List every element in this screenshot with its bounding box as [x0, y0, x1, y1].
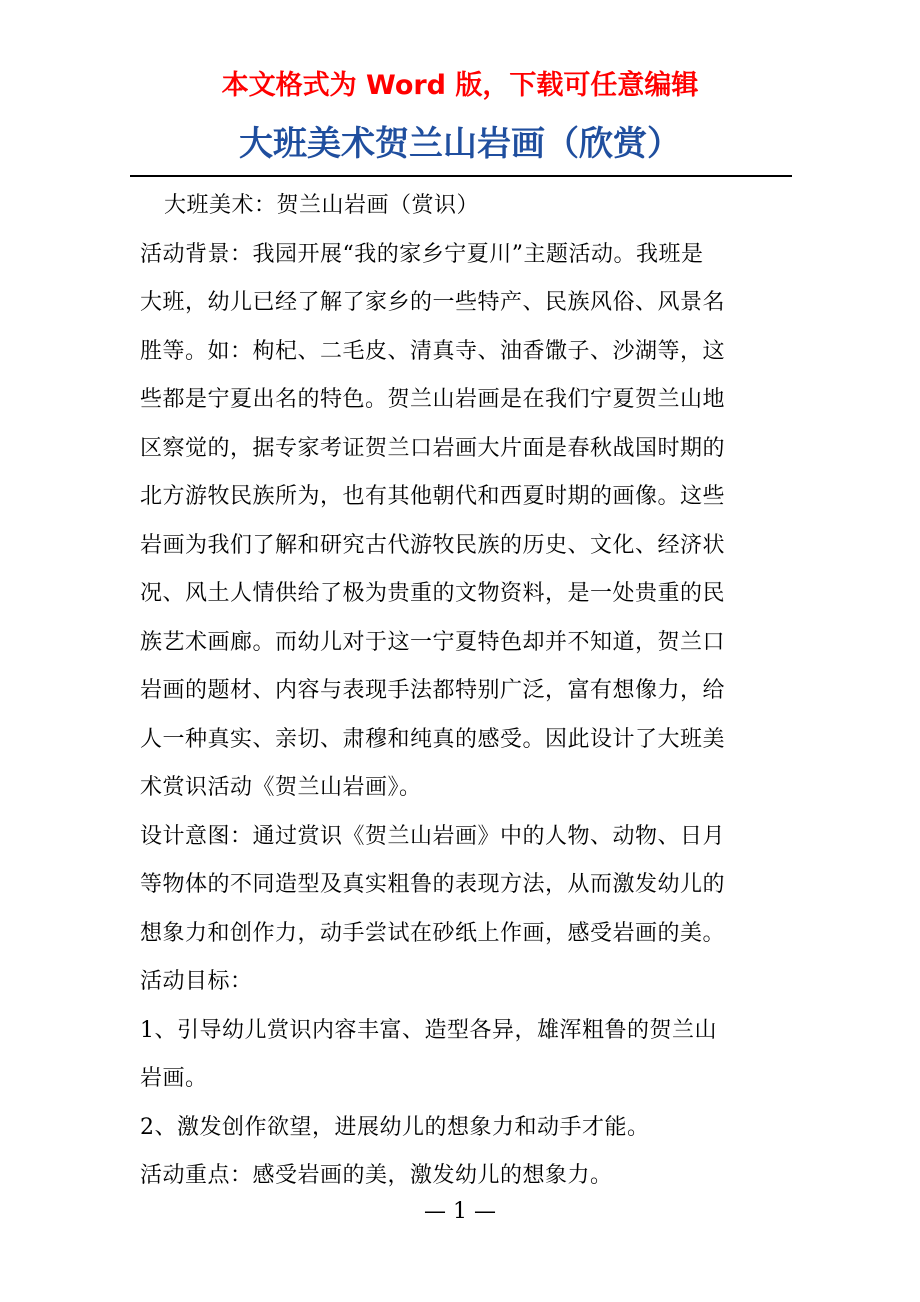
body-line: 区察觉的，据专家考证贺兰口岩画大片面是春秋战国时期的: [140, 435, 726, 461]
body-line: 胜等。如：枸杞、二毛皮、清真寺、油香馓子、沙湖等，这: [140, 338, 726, 364]
body-line: 2、激发创作欲望，进展幼儿的想象力和动手才能。: [140, 1114, 650, 1140]
body-line: 大班美术：贺兰山岩画（赏识）: [164, 193, 480, 218]
body-line: 等物体的不同造型及真实粗鲁的表现方法，从而激发幼儿的: [140, 872, 726, 897]
document-title: 大班美术贺兰山岩画（欣赏）: [239, 124, 681, 164]
body-line: 术赏识活动《贺兰山岩画》。: [140, 775, 422, 800]
body-line: 活动背景：我园开展“我的家乡宁夏川”主题活动。我班是: [140, 241, 704, 267]
body-line: 活动重点：感受岩画的美，激发幼儿的想象力。: [140, 1163, 613, 1188]
body-line: 岩画为我们了解和研究古代游牧民族的历史、文化、经济状: [140, 532, 726, 558]
body-line: 况、风土人情供给了极为贵重的文物资料，是一处贵重的民: [140, 581, 726, 606]
page-number: — 1 —: [424, 1199, 496, 1224]
format-notice: 本文格式为 Word 版，下载可任意编辑: [221, 70, 699, 101]
body-line: 大班，幼儿已经了解了家乡的一些特产、民族风俗、风景名: [140, 290, 726, 315]
body-line: 族艺术画廊。而幼儿对于这一宁夏特色却并不知道，贺兰口: [140, 629, 726, 655]
body-line: 人一种真实、亲切、肃穆和纯真的感受。因此设计了大班美: [140, 726, 726, 752]
body-line: 些都是宁夏出名的特色。贺兰山岩画是在我们宁夏贺兰山地: [140, 387, 726, 412]
body-line: 活动目标：: [140, 969, 253, 994]
body-line: 1、引导幼儿赏识内容丰富、造型各异，雄浑粗鲁的贺兰山: [140, 1017, 717, 1043]
title-divider: [130, 175, 792, 177]
body-line: 岩画。: [140, 1066, 208, 1091]
body-line: 设计意图：通过赏识《贺兰山岩画》中的人物、动物、日月: [140, 823, 726, 849]
document-body: [140, 182, 800, 1201]
body-line: 想象力和创作力，动手尝试在砂纸上作画，感受岩画的美。: [140, 920, 726, 946]
body-line: 岩画的题材、内容与表现手法都特别广泛，富有想像力，给: [140, 678, 726, 703]
body-line: 北方游牧民族所为，也有其他朝代和西夏时期的画像。这些: [140, 484, 726, 509]
